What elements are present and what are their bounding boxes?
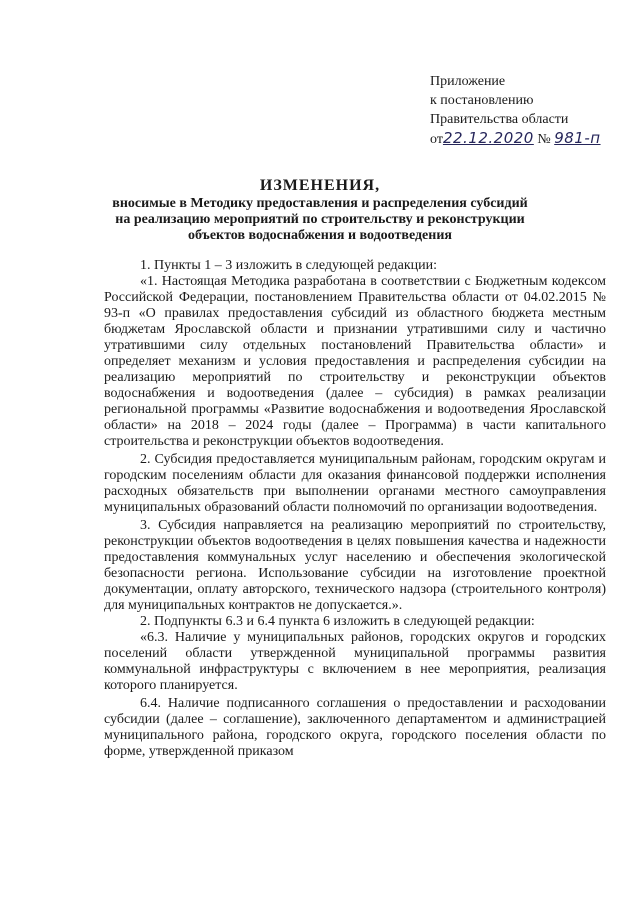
paragraph: «6.3. Наличие у муниципальных районов, городских округов и городских поселений области утвержденной муниципальной программы развития коммунальной инфраструктуры с включением в нее мероприятия, реализация которого планируется. (104, 630, 606, 693)
document-body (104, 258, 606, 760)
paragraph: 2. Субсидия предоставляется муниципальным районам, городским округам и городским поселениям области для оказания финансовой поддержки исполнения расходных обязательств при выполнении органами местного самоуправления муниципальных образований области полномочий по организации водоотведения. (104, 452, 606, 515)
paragraph: 3. Субсидия направляется на реализацию мероприятий по строительству, реконструкции объектов водоотведения в целях повышения качества и надежности предоставления коммунальных услуг населению и обеспечения экологической безопасности региона. Использование субсидии на изготовление проектной документации, оплату авторского, технического надзора (строительного контроля) для муниципальных контрактов не допускается.». (104, 518, 606, 613)
annex-block (430, 72, 630, 149)
annex-number-prefix: № (537, 132, 551, 147)
annex-date: 22.12.2020 (442, 129, 534, 147)
document-title (0, 176, 640, 244)
title-main: ИЗМЕНЕНИЯ, (259, 177, 381, 194)
annex-from-prefix: от (430, 132, 443, 147)
paragraph: 2. Подпункты 6.3 и 6.4 пункта 6 изложить в следующей редакции: (140, 614, 535, 629)
title-sub-3: объектов водоснабжения и водоотведения (188, 228, 452, 243)
annex-government: Правительства области (430, 112, 569, 127)
annex-date-number (430, 129, 630, 149)
paragraph: 6.4. Наличие подписанного соглашения о предоставлении и расходовании субсидии (далее – соглашение), заключенного департаментом и администрацией муниципального района, городского округа, городского поселения области по форме, утвержденной приказом (104, 696, 606, 759)
title-sub-1: вносимые в Методику предоставления и распределения субсидий (112, 196, 528, 211)
annex-to-resolution: к постановлению (430, 93, 534, 108)
paragraph: 1. Пункты 1 – 3 изложить в следующей редакции: (140, 258, 438, 273)
title-sub-2: на реализацию мероприятий по строительству и реконструкции (115, 212, 525, 227)
annex-number: 981-п (554, 129, 601, 147)
annex-label: Приложение (430, 74, 506, 89)
paragraph: «1. Настоящая Методика разработана в соответствии с Бюджетным кодексом Российской Федерации, постановлением Правительства области от 04.02.2015 № 93-п «О правилах предоставления субсидий из областного бюджета местным бюджетам Ярославской области и признании утратившими силу и частично утратившими силу отдельных постановлений Правительства области» и определяет механизм и условия предоставления и распределения субсидии на реализацию мероприятий по строительству и реконструкции объектов водоснабжения и водоотведения (далее – субсидия) в рамках реализации региональной программы «Развитие водоснабжения и водоотведения Ярославской области» на 2018 – 2024 годы (далее – Программа) в части капитального строительства и реконструкции объектов водоотведения. (104, 274, 606, 449)
